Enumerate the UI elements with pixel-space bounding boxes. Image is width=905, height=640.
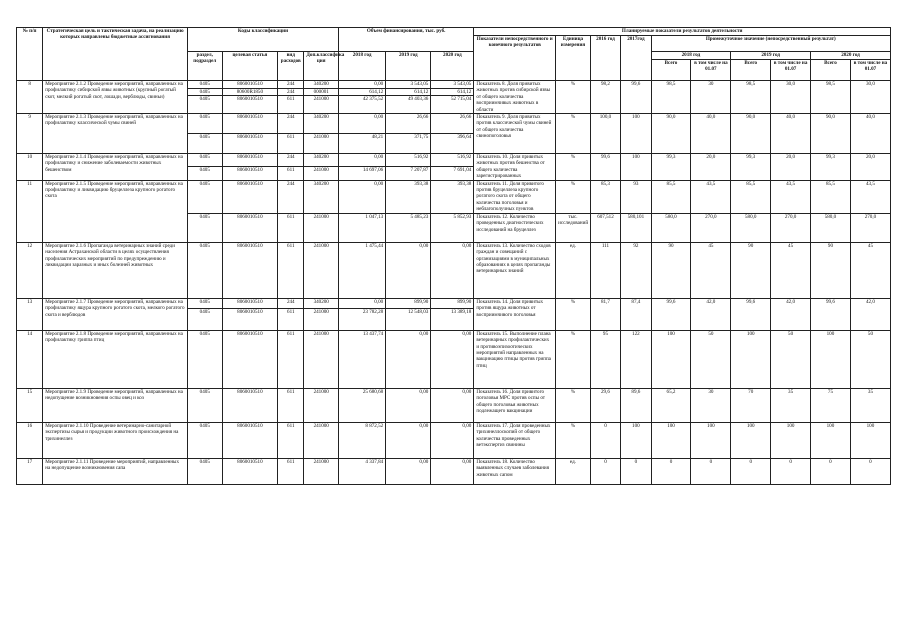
row-number: 17 xyxy=(17,458,43,484)
value-2016: 607,512 xyxy=(590,213,620,242)
funding-2020: 396,64 xyxy=(431,134,474,154)
funding-2020: 0,00 xyxy=(431,330,474,388)
indicator-col-header: Показатели непосредственного и конечного результатов xyxy=(474,36,556,81)
row-number: 11 xyxy=(17,180,43,242)
code-article: 8060010510 xyxy=(222,96,278,114)
value-2016: 0 xyxy=(590,458,620,484)
funding-2018: 42 375,52 xyxy=(339,96,386,114)
total-2019: 99,6 xyxy=(731,298,771,330)
value-2017: 92 xyxy=(621,242,651,298)
row-number: 8 xyxy=(17,81,43,114)
total-2020: 75 xyxy=(811,388,851,422)
funding-2019: 899,90 xyxy=(386,298,431,308)
value-2017: 100 xyxy=(621,114,651,154)
unit-value: % xyxy=(556,422,591,458)
funding-2018: 1 475,44 xyxy=(339,242,386,298)
total-2020: 98,5 xyxy=(811,81,851,114)
table-row xyxy=(17,458,891,484)
total-2020: 99,3 xyxy=(811,154,851,181)
incl-2019: 0 xyxy=(771,458,811,484)
row-number: 13 xyxy=(17,298,43,330)
funding-2018: 8 872,52 xyxy=(339,422,386,458)
funding-2019: 371,75 xyxy=(386,134,431,154)
funding-2019: 49 403,36 xyxy=(386,96,431,114)
total-2020: 100 xyxy=(811,422,851,458)
table-row xyxy=(17,114,891,134)
incl-2018: 30 xyxy=(691,388,731,422)
incl-2020: 270,0 xyxy=(850,213,890,242)
incl-2019: 40,0 xyxy=(771,114,811,154)
table-row xyxy=(17,154,891,167)
total-2019: 90 xyxy=(731,242,771,298)
code-expense: 611 xyxy=(278,458,304,484)
row-number: 10 xyxy=(17,154,43,181)
code-expense: 611 xyxy=(278,242,304,298)
value-2016: 29,6 xyxy=(590,388,620,422)
code-article: 8060010510 xyxy=(222,134,278,154)
incl-2020: 43,5 xyxy=(850,180,890,213)
total-2020: 85,5 xyxy=(811,180,851,213)
table-row xyxy=(17,180,891,213)
total-2018: 90 xyxy=(651,242,691,298)
incl-2020: 50 xyxy=(850,330,890,388)
total-2019: 90,0 xyxy=(731,114,771,154)
results-table xyxy=(16,27,891,485)
code-article: 8060010510 xyxy=(222,180,278,213)
code-article: 8060010510 xyxy=(222,458,278,484)
measure-description: Мероприятие 2.1.2 Проведение мероприятий, направленных на профилактику сибирской язвы животных (крупный рогатый скот, мелкий рогатый скот, лошади, верблюды, свиньи) xyxy=(43,81,188,114)
funding-2018: 25 680,68 xyxy=(339,388,386,422)
code-expense: 244 xyxy=(278,114,304,134)
incl-2019: 35 xyxy=(771,388,811,422)
indicator-text: Показатель 11. Доля привитого против бруцеллеза крупного рогатого скота от общего количества поголовья и неблагополучных пунктов xyxy=(474,180,556,213)
indicator-text: Показатель 17. Доля проведенных трихинеллоскопий от общего количества проведенных ветэкспертиз свинины xyxy=(474,422,556,458)
incl-2019: 20,0 xyxy=(771,154,811,181)
value-2016: 0 xyxy=(590,422,620,458)
code-section: 0405 xyxy=(187,96,222,114)
unit-value: ед. xyxy=(556,242,591,298)
code-expense: 244 xyxy=(278,180,304,213)
code-extra: 241000 xyxy=(304,96,339,114)
codes-group-header: Коды классификации xyxy=(187,28,338,52)
value-2017: 93 xyxy=(621,180,651,213)
funding-2018-header: 2018 год xyxy=(339,52,386,81)
value-2017: 89,6 xyxy=(621,388,651,422)
incl-2018: 270,0 xyxy=(691,213,731,242)
funding-2019: 26,66 xyxy=(386,114,431,134)
code-expense: 244 xyxy=(278,81,304,89)
total-2019: 580,0 xyxy=(731,213,771,242)
incl-2018: 45 xyxy=(691,242,731,298)
measure-description: Мероприятие 2.1.7 Проведение мероприятий, направленных на профилактику ящура крупного рогатого скота, мелкого рогатого скота и верблюдов xyxy=(43,298,188,330)
code-section: 0405 xyxy=(187,154,222,167)
code-extra: 340200 xyxy=(304,81,339,89)
code-extra: 340200 xyxy=(304,298,339,308)
total-2018: 85,5 xyxy=(651,180,691,213)
incl-2020-header: в том числе на 01.07 xyxy=(850,60,890,81)
funding-2019: 0,00 xyxy=(386,388,431,422)
code-section: 0405 xyxy=(187,388,222,422)
value-2017: 580,101 xyxy=(621,213,651,242)
year-2016-header: 2016 год xyxy=(590,36,620,81)
total-2020: 100 xyxy=(811,330,851,388)
indicator-text: Показатель 8. Доля привитых животных против сибирской язвы от общего количества восприимчивых животных в области xyxy=(474,81,556,114)
funding-2018: 614,12 xyxy=(339,88,386,96)
code-section: 0405 xyxy=(187,298,222,308)
funding-2019: 516,92 xyxy=(386,154,431,167)
code-expense: 611 xyxy=(278,330,304,388)
code-extra-header: Доп.классифика ция xyxy=(304,52,339,81)
table-row xyxy=(17,422,891,458)
value-2016: 85,3 xyxy=(590,180,620,213)
code-extra: 241000 xyxy=(304,422,339,458)
code-section-header: раздел, подраздел xyxy=(187,52,222,81)
table-row xyxy=(17,81,891,89)
unit-value: ед. xyxy=(556,458,591,484)
value-2016: 95 xyxy=(590,330,620,388)
interim-2019-header: 2019 год xyxy=(731,52,811,60)
code-extra: 000001 xyxy=(304,88,339,96)
code-article: 8060010510 xyxy=(222,298,278,308)
indicator-text: Показатель 18. Количество выявленных случаев заболевания животных сапом xyxy=(474,458,556,484)
total-2020: 99,6 xyxy=(811,298,851,330)
funding-2019: 0,00 xyxy=(386,458,431,484)
code-article: 8060010510 xyxy=(222,422,278,458)
code-extra: 241000 xyxy=(304,458,339,484)
funding-2020: 26,66 xyxy=(431,114,474,134)
code-expense: 611 xyxy=(278,308,304,330)
value-2017: 87,4 xyxy=(621,298,651,330)
value-2017: 122 xyxy=(621,330,651,388)
interim-2018-header: 2018 год xyxy=(651,52,731,60)
unit-value: тыс. исследований xyxy=(556,213,591,242)
funding-2020: 614,12 xyxy=(431,88,474,96)
row-number: 16 xyxy=(17,422,43,458)
value-2017: 100 xyxy=(621,154,651,181)
code-article: 8060010510 xyxy=(222,308,278,330)
total-2020-header: Всего xyxy=(811,60,851,81)
code-expense: 611 xyxy=(278,213,304,242)
indicator-text: Показатель 14. Доля привитых против ящура животных от восприимчивого поголовья xyxy=(474,298,556,330)
value-2016: 100,0 xyxy=(590,114,620,154)
total-2019: 99,3 xyxy=(731,154,771,181)
year-2017-header: 2017год xyxy=(621,36,651,81)
unit-value: % xyxy=(556,298,591,330)
indicator-text: Показатель 12. Количество проведенных диагностических исследований на бруцеллез xyxy=(474,213,556,242)
total-2019: 70 xyxy=(731,388,771,422)
incl-2018: 43,5 xyxy=(691,180,731,213)
incl-2018: 20,0 xyxy=(691,154,731,181)
code-expense: 611 xyxy=(278,166,304,180)
total-2019: 85,5 xyxy=(731,180,771,213)
incl-2020: 100 xyxy=(850,422,890,458)
code-extra: 340200 xyxy=(304,114,339,134)
incl-2019: 270,0 xyxy=(771,213,811,242)
incl-2020: 20,0 xyxy=(850,154,890,181)
total-2018: 100 xyxy=(651,422,691,458)
incl-2019: 30,0 xyxy=(771,81,811,114)
total-2018: 90,0 xyxy=(651,114,691,154)
incl-2020: 0 xyxy=(850,458,890,484)
indicator-text: Показатель 13. Количество сходов граждан и совещаний с организациями в муниципальных образованиях в целях пропаганды ветеринарных знаний xyxy=(474,242,556,298)
total-2019-header: Всего xyxy=(731,60,771,81)
funding-2020: 13 389,18 xyxy=(431,308,474,330)
code-article: 8060010510 xyxy=(222,114,278,134)
funding-2019: 7 207,87 xyxy=(386,166,431,180)
code-expense-header: вид расходов xyxy=(278,52,304,81)
code-article: 8060010510 xyxy=(222,166,278,180)
value-2017: 0 xyxy=(621,458,651,484)
funding-2020: 0,00 xyxy=(431,458,474,484)
funding-2018: 23 782,28 xyxy=(339,308,386,330)
code-expense: 611 xyxy=(278,134,304,154)
table-row xyxy=(17,298,891,308)
indicator-text: Показатель 15. Выполнение плана ветеринарных профилактических и противоэпизоотических мероприятий направленных на вакцинацию птицы против гриппа птиц xyxy=(474,330,556,388)
funding-2019: 614,12 xyxy=(386,88,431,96)
total-2018: 100 xyxy=(651,330,691,388)
incl-2018: 100 xyxy=(691,422,731,458)
code-section: 0405 xyxy=(187,213,222,242)
funding-2020: 516,92 xyxy=(431,154,474,167)
funding-2020: 52 715,04 xyxy=(431,96,474,114)
interim-2020-header: 2020 год xyxy=(811,52,891,60)
total-2018: 580,0 xyxy=(651,213,691,242)
total-2019: 98,5 xyxy=(731,81,771,114)
funding-2019: 0,00 xyxy=(386,242,431,298)
total-2018: 99,3 xyxy=(651,154,691,181)
code-section: 0405 xyxy=(187,134,222,154)
indicator-text: Показатель 9. Доля привитых против классической чумы свиней от общего количества свинопоголовья xyxy=(474,114,556,154)
incl-2020: 42,0 xyxy=(850,298,890,330)
value-2017: 100 xyxy=(621,422,651,458)
purpose-col-header: Стратегическая цель и тактическая задача, на реализацию которых направлены бюджетные ассигнования xyxy=(43,28,188,81)
measure-description: Мероприятие 2.1.9 Проведение мероприятий, направленных на недопущение возникновения оспы овец и коз xyxy=(43,388,188,422)
incl-2019: 42,0 xyxy=(771,298,811,330)
measure-description: Мероприятие 2.1.11 Проведение мероприятий, направленных на недопущение возникновения сапа xyxy=(43,458,188,484)
measure-description: Мероприятие 2.1.8 Проведение мероприятий, направленных на профилактику гриппа птиц xyxy=(43,330,188,388)
total-2020: 90 xyxy=(811,242,851,298)
code-extra: 241000 xyxy=(304,134,339,154)
row-number: 14 xyxy=(17,330,43,388)
code-article: 80600R1850 xyxy=(222,88,278,96)
code-article: 8060010510 xyxy=(222,242,278,298)
value-2016: 81,7 xyxy=(590,298,620,330)
interim-group-header: Промежуточное значение (непосредственный результат) xyxy=(651,36,890,52)
code-article: 8060010510 xyxy=(222,81,278,89)
measure-description: Мероприятие 2.1.3 Проведение мероприятий, направленных на профилактику классической чумы свиней xyxy=(43,114,188,154)
total-2020: 580,0 xyxy=(811,213,851,242)
funding-2020: 0,00 xyxy=(431,422,474,458)
incl-2019: 43,5 xyxy=(771,180,811,213)
incl-2020: 40,0 xyxy=(850,114,890,154)
code-extra: 241000 xyxy=(304,242,339,298)
code-extra: 241000 xyxy=(304,308,339,330)
code-article-header: целевая статья xyxy=(222,52,278,81)
incl-2019: 45 xyxy=(771,242,811,298)
funding-2019: 12 548,03 xyxy=(386,308,431,330)
incl-2020: 30,0 xyxy=(850,81,890,114)
total-2018-header: Всего xyxy=(651,60,691,81)
funding-2019: 5 485,23 xyxy=(386,213,431,242)
code-extra: 241000 xyxy=(304,388,339,422)
code-section: 0405 xyxy=(187,88,222,96)
incl-2020: 35 xyxy=(850,388,890,422)
code-article: 8060010510 xyxy=(222,330,278,388)
total-2019: 100 xyxy=(731,422,771,458)
table-row xyxy=(17,242,891,298)
unit-value: % xyxy=(556,180,591,213)
value-2016: 99,6 xyxy=(590,154,620,181)
total-2019: 0 xyxy=(731,458,771,484)
total-2019: 100 xyxy=(731,330,771,388)
code-article: 8060010510 xyxy=(222,388,278,422)
funding-2018: 14 697,06 xyxy=(339,166,386,180)
code-section: 0405 xyxy=(187,114,222,134)
total-2020: 0 xyxy=(811,458,851,484)
code-expense: 611 xyxy=(278,388,304,422)
total-2018: 65,2 xyxy=(651,388,691,422)
incl-2019: 100 xyxy=(771,422,811,458)
code-article: 8060010510 xyxy=(222,213,278,242)
funding-2018: 0,00 xyxy=(339,180,386,213)
funding-2018: 0,00 xyxy=(339,81,386,89)
code-section: 0405 xyxy=(187,180,222,213)
funding-2019: 3 543,05 xyxy=(386,81,431,89)
measure-description: Мероприятие 2.1.4 Проведение мероприятий, направленных на профилактику и снижение заболеваемости животных бешенством xyxy=(43,154,188,181)
code-section: 0405 xyxy=(187,330,222,388)
measure-description: Мероприятие 2.1.5 Проведение мероприятий, направленных на профилактику и ликвидацию бруцеллеза крупного рогатого скота xyxy=(43,180,188,242)
funding-2019-header: 2019 год xyxy=(386,52,431,81)
total-2018: 99,6 xyxy=(651,298,691,330)
funding-2019: 393,38 xyxy=(386,180,431,213)
row-number: 12 xyxy=(17,242,43,298)
code-extra: 241000 xyxy=(304,166,339,180)
planned-group-header: Планируемые показатели результатов деятельности xyxy=(474,28,891,36)
code-extra: 340200 xyxy=(304,180,339,213)
total-2018: 0 xyxy=(651,458,691,484)
unit-value: % xyxy=(556,114,591,154)
indicator-text: Показатель 10. Доля привитых животных против бешенства от общего количества зарегистрированных xyxy=(474,154,556,181)
incl-2020: 45 xyxy=(850,242,890,298)
document-page xyxy=(16,27,891,485)
code-section: 0405 xyxy=(187,308,222,330)
code-expense: 244 xyxy=(278,154,304,167)
table-row xyxy=(17,388,891,422)
funding-2020: 5 852,93 xyxy=(431,213,474,242)
code-expense: 244 xyxy=(278,298,304,308)
total-2018: 98,5 xyxy=(651,81,691,114)
table-row xyxy=(17,330,891,388)
funding-2018: 48,21 xyxy=(339,134,386,154)
value-2016: 98,2 xyxy=(590,81,620,114)
funding-2020: 7 691,04 xyxy=(431,166,474,180)
funding-2020: 0,00 xyxy=(431,388,474,422)
funding-2018: 4 337,84 xyxy=(339,458,386,484)
incl-2018: 42,0 xyxy=(691,298,731,330)
code-expense: 611 xyxy=(278,422,304,458)
code-extra: 340200 xyxy=(304,154,339,167)
funding-2018: 0,00 xyxy=(339,154,386,167)
funding-2020: 899,90 xyxy=(431,298,474,308)
measure-description: Мероприятие 2.1.10 Проведение ветеринарно-санитарной экспертизы сырья и продукции животного происхождения на трихинеллез xyxy=(43,422,188,458)
unit-value: % xyxy=(556,388,591,422)
unit-col-header: Единица измерения xyxy=(556,36,591,81)
incl-2019-header: в том числе на 01.07 xyxy=(771,60,811,81)
unit-value: % xyxy=(556,81,591,114)
funding-2018: 1 047,13 xyxy=(339,213,386,242)
code-section: 0405 xyxy=(187,242,222,298)
code-expense: 244 xyxy=(278,88,304,96)
code-expense: 611 xyxy=(278,96,304,114)
unit-value: % xyxy=(556,154,591,181)
num-col-header: № п/п xyxy=(17,28,43,81)
code-section: 0405 xyxy=(187,166,222,180)
incl-2018-header: в том числе на 01.07 xyxy=(691,60,731,81)
row-number: 15 xyxy=(17,388,43,422)
code-section: 0405 xyxy=(187,422,222,458)
code-extra: 241000 xyxy=(304,213,339,242)
incl-2018: 30 xyxy=(691,81,731,114)
incl-2018: 0 xyxy=(691,458,731,484)
funding-2020: 393,38 xyxy=(431,180,474,213)
total-2020: 90,0 xyxy=(811,114,851,154)
funding-2020-header: 2020 год xyxy=(431,52,474,81)
incl-2018: 40,0 xyxy=(691,114,731,154)
funding-2020: 0,00 xyxy=(431,242,474,298)
code-section: 0405 xyxy=(187,458,222,484)
measure-description: Мероприятие 2.1.6 Пропаганда ветеринарных знаний среди населения Астраханской области в целях осуществления профилактических мероприятий по предупреждению и ликвидации заразных и иных болезней животных xyxy=(43,242,188,298)
row-number: 9 xyxy=(17,114,43,154)
funding-group-header: Объем финансирования, тыс. руб. xyxy=(339,28,474,52)
unit-value: % xyxy=(556,330,591,388)
value-2016: 111 xyxy=(590,242,620,298)
code-section: 0405 xyxy=(187,81,222,89)
funding-2019: 0,00 xyxy=(386,422,431,458)
funding-2018: 13 437,74 xyxy=(339,330,386,388)
funding-2019: 0,00 xyxy=(386,330,431,388)
indicator-text: Показатель 16. Доля привитого поголовья МРС против оспы от общего поголовья животных подлежащего вакцинации xyxy=(474,388,556,422)
value-2017: 99,6 xyxy=(621,81,651,114)
funding-2020: 3 543,05 xyxy=(431,81,474,89)
funding-2018: 0,00 xyxy=(339,114,386,134)
funding-2018: 0,00 xyxy=(339,298,386,308)
code-extra: 241000 xyxy=(304,330,339,388)
incl-2019: 50 xyxy=(771,330,811,388)
incl-2018: 50 xyxy=(691,330,731,388)
code-article: 8060010510 xyxy=(222,154,278,167)
